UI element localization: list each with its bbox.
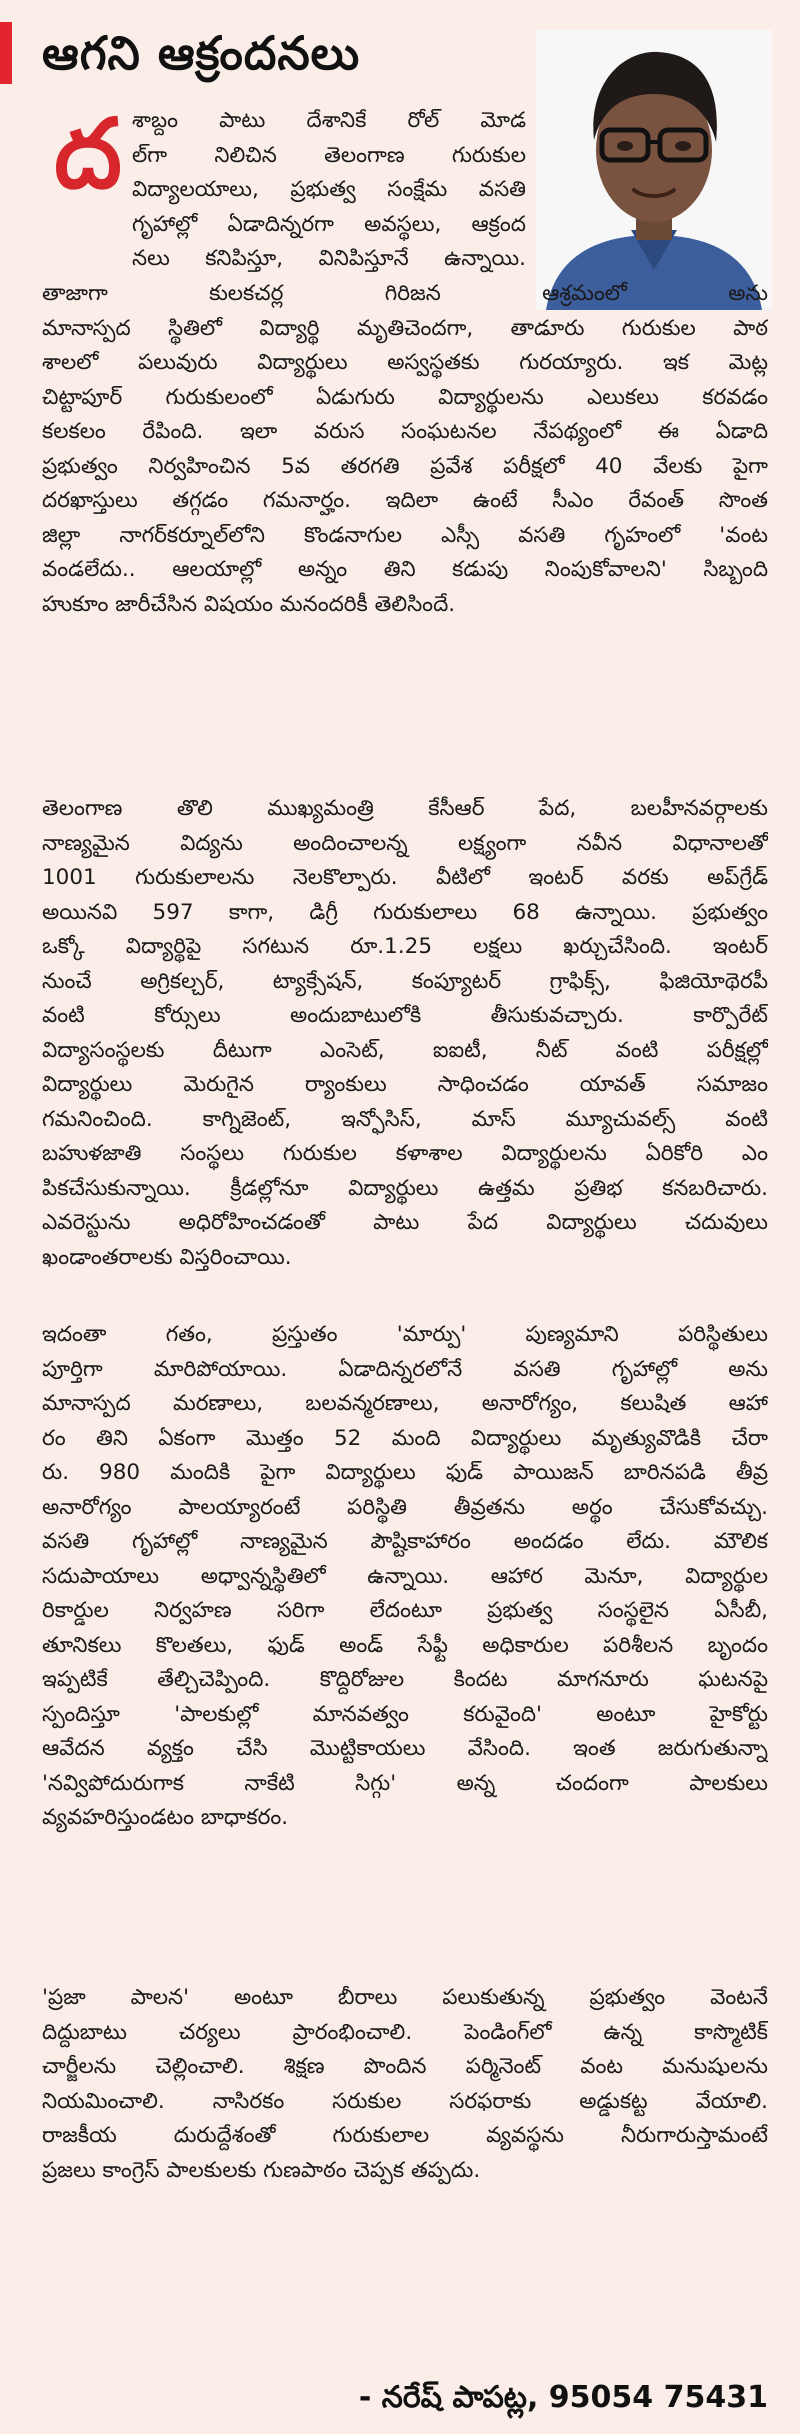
text-line: ఆవేదన వ్యక్తం చేసి మొట్టికాయలు వేసింది. ఇంత జరుగుతున్నా [42, 1736, 768, 1761]
text-line: ఒక్కో విద్యార్థిపై సగటున రూ.1.25 లక్షలు ఖర్చుచేసింది. ఇంటర్ [42, 934, 768, 959]
text-line: విద్యాలయాలు, ప్రభుత్వ సంక్షేమ వసతి [132, 177, 526, 202]
text-line: ప్రభుత్వం నిర్వహించిన 5వ తరగతి ప్రవేశ పరీక్షలో 40 వేలకు పైగా [42, 453, 768, 479]
text-line: దిద్దుబాటు చర్యలు ప్రారంభించాలి. పెండింగ్‌లో ఉన్న కాస్మొటిక్ [42, 2019, 768, 2045]
text-line: చిట్టాపూర్ గురుకులంలో ఏడుగురు విద్యార్థులను ఎలుకలు కరవడం [42, 384, 768, 410]
text-line: నుంచే అగ్రికల్చర్, ట్యాక్సేషన్, కంప్యూటర్ గ్రాఫిక్స్, ఫిజియోథెరపీ [42, 968, 768, 994]
text-line: కలకలం రేపింది. ఇలా వరుస సంఘటనల నేపథ్యంలో ఈ ఏడాది [42, 419, 768, 444]
text-line: తెలంగాణ తొలి ముఖ్యమంత్రి కేసీఆర్ పేద, బలహీనవర్గాలకు [42, 796, 768, 821]
text-line: మానాస్పద స్థితిలో విద్యార్థి మృతిచెందగా, తాడూరు గురుకుల పాఠ [42, 315, 768, 341]
text-line: వంటి కోర్సులు అందుబాటులోకి తీసుకువచ్చారు. కార్పొరేట్ [42, 1003, 768, 1028]
text-line: 1001 గురుకులాలను నెలకొల్పారు. వీటిలో ఇంటర్ వరకు అప్‌గ్రేడ్ [42, 865, 768, 890]
text-line: మానాస్పద మరణాలు, బలవన్మరణాలు, అనారోగ్యం, కలుషిత ఆహా [42, 1391, 768, 1416]
text-line: ల్‌గా నిలిచిన తెలంగాణ గురుకుల [132, 142, 526, 168]
headline: ఆగని ఆక్రందనలు [42, 26, 361, 80]
text-line: పూర్తిగా మారిపోయాయి. ఏడాదిన్నరలోనే వసతి గృహాల్లో అను [42, 1356, 768, 1382]
text-line: ప్రజలు కాంగ్రెస్ పాలకులకు గుణపాఠం చెప్పక తప్పదు. [42, 2157, 481, 2183]
text-line: శాలలో పలువురు విద్యార్థులు అస్వస్థతకు గురయ్యారు. ఇక మెట్ల [42, 350, 768, 375]
text-line: నాణ్యమైన విద్యను అందించాలన్న లక్ష్యంగా నవీన విధానాలతో [42, 830, 768, 856]
text-line: రికార్డుల నిర్వహణ సరిగా లేదంటూ ప్రభుత్వ సంస్థలైన ఏసీబీ, [42, 1598, 768, 1623]
text-line: అయినవి 597 కాగా, డిగ్రీ గురుకులాలు 68 ఉన్నాయి. ప్రభుత్వం [42, 899, 768, 925]
text-line: సదుపాయాలు అధ్వాన్నస్థితిలో ఉన్నాయి. ఆహార మెనూ, విద్యార్థుల [42, 1563, 768, 1589]
text-line: స్పందిస్తూ 'పాలకుల్లో మానవత్వం కరువైంది' అంటూ హైకోర్టు [42, 1701, 768, 1727]
text-line: అనారోగ్యం పాలయ్యారంటే పరిస్థితి తీవ్రతను అర్థం చేసుకోవచ్చు. [42, 1494, 768, 1520]
text-line: తూనికలు కొలతలు, ఫుడ్ అండ్ సేఫ్టీ అధికారుల పరిశీలన బృందం [42, 1632, 768, 1658]
text-line: వసతి గృహాల్లో నాణ్యమైన పౌష్టికాహారం అందడం లేదు. మౌలిక [42, 1529, 768, 1554]
text-line: ఇప్పటికే తేల్చిచెప్పింది. కొద్దిరోజుల కిందట మాగనూరు ఘటనపై [42, 1667, 768, 1692]
headline-accent-bar [0, 22, 12, 84]
text-line: శాబ్దం పాటు దేశానికే రోల్ మోడ [132, 108, 526, 133]
author-portrait-image [536, 30, 772, 310]
text-line: విద్యార్థులు మెరుగైన ర్యాంకులు సాధించడం యావత్ సమాజం [42, 1072, 768, 1097]
text-line: గమనించింది. కాగ్నిజెంట్, ఇన్ఫోసిస్, మాస్ మ్యూచువల్స్ వంటి [42, 1106, 768, 1132]
paragraph-1 [42, 277, 768, 622]
text-line: విద్యాసంస్థలకు దీటుగా ఎంసెట్, ఐఐటీ, నీట్ వంటి పరీక్షల్లో [42, 1037, 768, 1063]
text-line: చార్జీలను చెల్లించాలి. శిక్షణ పొందిన పర్మినెంట్ వంట మనుషులను [42, 2054, 768, 2079]
text-line: ఖండాంతరాలకు విస్తరించాయి. [42, 1244, 292, 1270]
text-line: రు. 980 మందికి పైగా విద్యార్థులు ఫుడ్ పాయిజన్ బారినపడి తీవ్ర [42, 1460, 768, 1485]
text-line: హుకూం జారీచేసిన విషయం మనందరికీ తెలిసిందే. [42, 591, 456, 617]
text-line: నియమించాలి. నాసిరకం సరుకుల సరఫరాకు అడ్డుకట్ట వేయాలి. [42, 2088, 768, 2114]
text-line: దరఖాస్తులు తగ్గడం గమనార్హం. ఇదిలా ఉంటే సీఎం రేవంత్ సొంత [42, 488, 768, 513]
drop-cap: ద [54, 97, 122, 210]
text-line: తాజాగా కులకచర్ల గిరిజన ఆశ్రమంలో అను [42, 281, 768, 306]
text-line: జిల్లా నాగర్‌కర్నూల్‌లోని కొండనాగుల ఎస్సీ వసతి గృహంలో 'వంట [42, 522, 768, 548]
text-line: 'నవ్విపోదురుగాక నాకేటి సిగ్గు' అన్న చందంగా పాలకులు [42, 1770, 768, 1796]
text-line: బహుళజాతి సంస్థలు గురుకుల కళాశాల విద్యార్థులను ఏరికోరి ఎం [42, 1141, 768, 1166]
paragraph-2 [42, 792, 768, 1275]
text-line: వండలేదు.. ఆలయాల్లో అన్నం తిని కడుపు నింపుకోవాలని' సిబ్బంది [42, 557, 768, 582]
author-signature: - నరేష్ పాపట్ల, 95054 75431 [358, 2380, 768, 2415]
text-line: నలు కనిపిస్తూ, వినిపిస్తూనే ఉన్నాయి. [132, 246, 526, 271]
first-paragraph-lead [132, 104, 526, 277]
text-line: రాజకీయ దురుద్దేశంతో గురుకులాల వ్యవస్థను నీరుగారుస్తామంటే [42, 2123, 768, 2148]
text-line: ఎవరెస్టును అధిరోహించడంతో పాటు పేద విద్యార్థులు చదువులు [42, 1210, 768, 1235]
text-line: 'ప్రజా పాలన' అంటూ బీరాలు పలుకుతున్న ప్రభుత్వం వెంటనే [42, 1985, 768, 2010]
paragraph-3 [42, 1318, 768, 1836]
paragraph-4 [42, 1981, 768, 2188]
text-line: వ్యవహరిస్తుండటం బాధాకరం. [42, 1805, 289, 1830]
text-line: గృహాల్లో ఏడాదిన్నరగా అవస్థలు, ఆక్రంద [132, 211, 526, 237]
text-line: రం తిని ఏకంగా మొత్తం 52 మంది విద్యార్థులు మృత్యువొడికి చేరా [42, 1425, 768, 1451]
text-line: ఇదంతా గతం, ప్రస్తుతం 'మార్పు' పుణ్యమాని పరిస్థితులు [42, 1322, 768, 1347]
text-line: పికచేసుకున్నాయి. క్రీడల్లోనూ విద్యార్థులు ఉత్తమ ప్రతిభ కనబరిచారు. [42, 1175, 768, 1201]
author-photo [536, 30, 772, 310]
